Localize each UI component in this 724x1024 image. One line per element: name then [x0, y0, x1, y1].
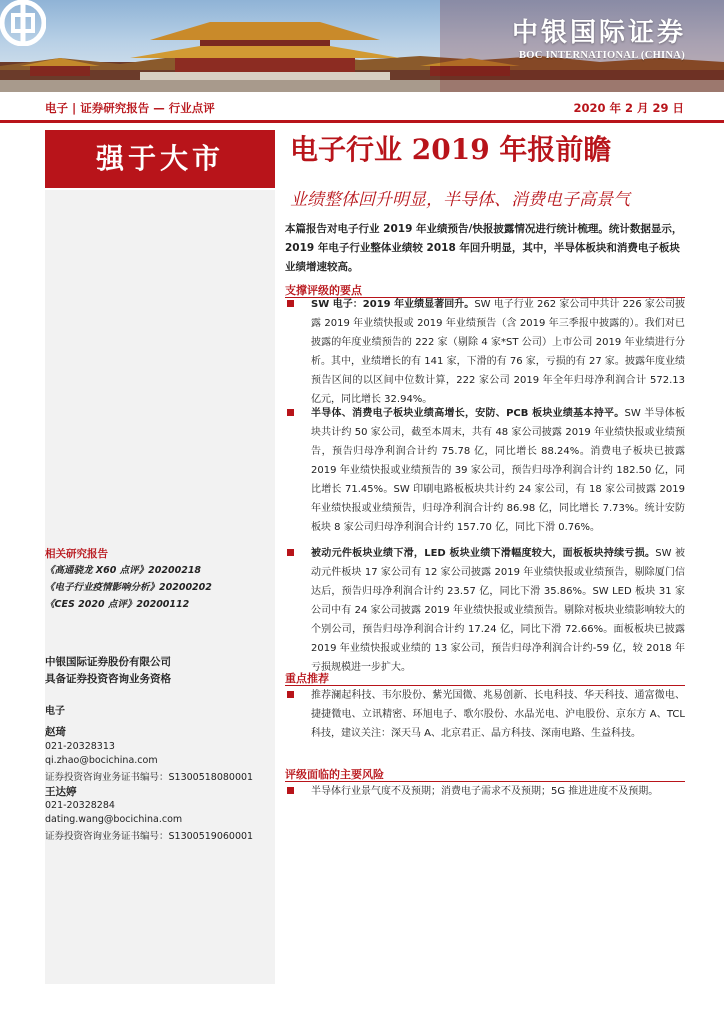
analyst-email[interactable]: qi.zhao@bocichina.com [45, 755, 158, 766]
bullet-lead: 半导体、消费电子板块业绩高增长，安防、PCB 板块业绩基本持平。 [311, 408, 625, 419]
bullet-square-icon [287, 409, 294, 416]
bullet-item [285, 295, 685, 409]
report-title: 电子行业 2019 年报前瞻 [290, 133, 612, 166]
sector-label: 电子 [45, 706, 65, 717]
bullet-item [285, 404, 685, 537]
breadcrumb: 电子 | 证券研究报告 — 行业点评 [45, 101, 215, 115]
bullet-item [285, 544, 685, 677]
related-report-link[interactable]: 《高通骁龙 X60 点评》20200218 [45, 565, 202, 576]
bullet-text: 推荐澜起科技、韦尔股份、紫光国微、兆易创新、长电科技、华天科技、通富微电、捷捷微电、立讯精密、环旭电子、歌尔股份、水晶光电、沪电股份、京东方 A、TCL 科技，建议关注：深天马 A、北京君正、晶方科技、深南电路、生益科技。 [311, 690, 685, 739]
header-banner [0, 0, 724, 92]
related-reports-heading: 相关研究报告 [45, 548, 108, 560]
bullet-square-icon [287, 787, 294, 794]
related-report-link[interactable]: 《电子行业疫情影响分析》20200202 [45, 582, 212, 593]
analyst-phone: 021-20328313 [45, 741, 115, 752]
bullet-item [285, 782, 685, 801]
section-heading-support: 支撑评级的要点 [285, 284, 362, 297]
bullet-text: 半导体行业景气度不及预期；消费电子需求不及预期；5G 推进进度不及预期。 [311, 786, 659, 797]
bullet-square-icon [287, 549, 294, 556]
company-qualification: 具备证券投资咨询业务资格 [45, 673, 171, 685]
related-report-link[interactable]: 《CES 2020 点评》20200112 [45, 599, 190, 610]
bullet-lead: SW 电子：2019 年业绩显著回升。 [311, 299, 475, 310]
report-date: 2020 年 2 月 29 日 [573, 101, 684, 115]
bullet-item [285, 686, 685, 743]
report-abstract: 本篇报告对电子行业 2019 年业绩预告/快报披露情况进行统计梳理。统计数据显示，2019 年电子行业整体业绩较 2018 年回升明显，其中，半导体板块和消费电子板块业绩增速较高。 [285, 223, 683, 273]
company-info [45, 654, 171, 688]
boc-logo-icon [0, 0, 46, 46]
bullet-text: SW 电子行业 262 家公司中共计 226 家公司披露 2019 年业绩快报或 2019 年业绩预告（含 2019 年三季报中披露的）。我们对已披露的年度业绩预告的 222 家（剔除 4 家*ST 公司）上市公司 2019 年业绩进行分析。其中，业绩增长的有 141 家，下滑的有 76 家，亏损的有 27 家。披露年度业绩预告区间的以区间中位数计算，222 家公司 2019 年全年归母净利润合计 572.13 亿元，同比增长 32.94%。 [311, 299, 685, 405]
brand-name-cn: 中银国际证券 [512, 18, 687, 48]
report-subtitle: 业绩整体回升明显，半导体、消费电子高景气 [290, 190, 630, 210]
brand-name-en: BOC INTERNATIONAL (CHINA) [519, 50, 685, 61]
bullet-text: SW 半导体板块共计约 50 家公司，截至本周末，共有 48 家公司披露 2019 年业绩快报或业绩预告，预告归母净利润合计约 75.78 亿，同比增长 88.24%。消费电子板块已披露 2019 年业绩快报或业绩预告的 39 家公司，预告归母净利润合计约 182.50 亿，同比增长 71.45%。SW 印刷电路板板块共计约 24 家公司，有 18 家公司披露 2019 年业绩快报或业绩预告，归母净利润合计约 86.98 亿，同比增长 7.73%。统计安防板块 8 家公司归母净利润合计约 157.70 亿，同比下滑 0.76%。 [311, 408, 685, 533]
bullet-square-icon [287, 691, 294, 698]
analyst-name: 赵琦 [45, 726, 66, 738]
rating-badge: 强于大市 [45, 130, 275, 188]
section-heading-picks: 重点推荐 [285, 672, 329, 685]
section-heading-risks: 评级面临的主要风险 [285, 768, 384, 781]
analyst-email[interactable]: dating.wang@bocichina.com [45, 814, 183, 825]
company-name: 中银国际证券股份有限公司 [45, 656, 171, 668]
analyst-phone: 021-20328284 [45, 800, 115, 811]
analyst-license: 证券投资咨询业务证书编号：S1300519060001 [45, 831, 254, 842]
bullet-square-icon [287, 300, 294, 307]
analyst-name: 王达婷 [45, 786, 77, 798]
bullet-text: SW 被动元件板块 17 家公司有 12 家公司披露 2019 年业绩快报或业绩预告，剔除厦门信达后，预告归母净利润合计约 23.57 亿，同比下滑 35.86%。SW LED 板块 31 家公司中有 24 家公司披露 2019 年业绩快报或业绩预告。剔除对板块业绩影响较大的个别公司，预告归母净利润合计约 17.24 亿，同比下滑 72.66%。面板板块已披露 2019 年业绩快报或业绩的 13 家公司，预告归母净利润合计约-59 亿，较 2018 年亏损规模进一步扩大。 [311, 548, 685, 673]
analyst-license: 证券投资咨询业务证书编号：S1300518080001 [45, 772, 254, 783]
bullet-lead: 被动元件板块业绩下滑，LED 板块业绩下滑幅度较大，面板板块持续亏损。 [311, 548, 656, 559]
